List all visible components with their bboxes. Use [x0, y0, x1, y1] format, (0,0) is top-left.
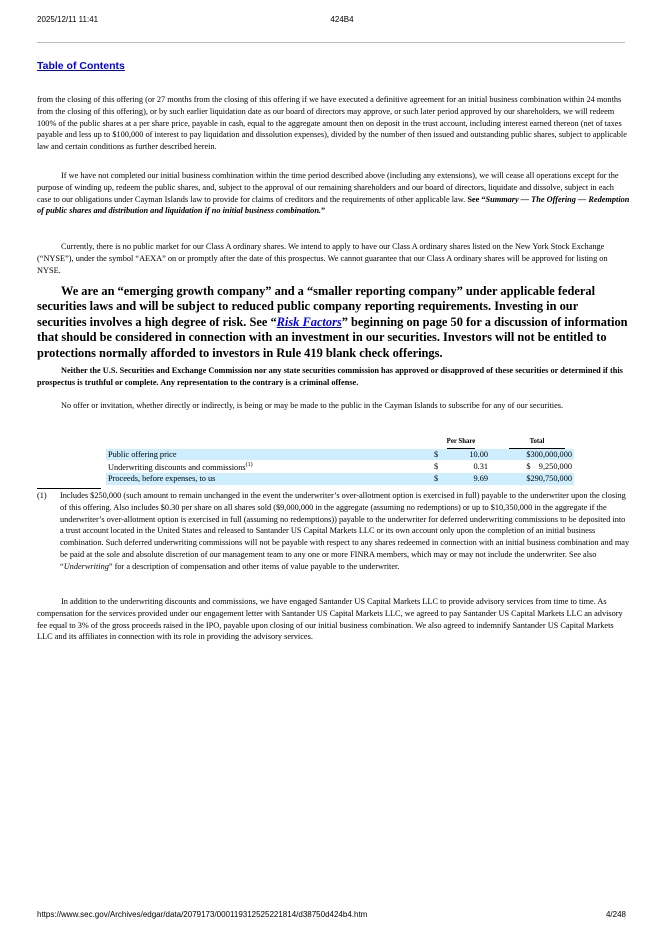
per-share-value: 10.00	[447, 449, 490, 461]
summary-reference: Summary — The Offering — Redemption of public shares and distribution and liquidation if no initial business combination.	[37, 194, 630, 216]
paragraph-redemption	[37, 94, 630, 153]
row-label: Proceeds, before expenses, to us	[108, 474, 216, 484]
offering-price-table	[106, 436, 574, 485]
paragraph-cayman	[37, 400, 630, 412]
page-number: 4/248	[605, 910, 626, 919]
paragraph-text: In addition to the underwriting discounts and commissions, we have engaged Santander US Capital Markets LLC to provide advisory services from time to time. As compensation for the services provided under our engagement letter with Santander US Capital Markets LLC, we agreed to pay Santander US Capital Markets LLC an advisory fee equal to 3% of the gross proceeds raised in the IPO, payable upon closing of our initial business combination. We also agreed to indemnify Santander US Capital Markets LLC and its affiliates in connection with its role in providing the advisory services.	[37, 597, 623, 642]
column-header-per-share: Per Share	[447, 436, 476, 449]
footnote-marker: (1)	[37, 491, 47, 500]
table-row	[106, 449, 574, 461]
currency: $	[434, 461, 439, 471]
footnote-ref: (1)	[245, 462, 253, 468]
quote-close: ”	[321, 206, 326, 216]
per-share-value: 0.31	[473, 461, 488, 471]
see-text: See “	[467, 194, 486, 204]
footnote-text: Includes $250,000 (such amount to remain unchanged in the event the underwriter’s over-allotment option is exercised in full) payable to the underwriter upon the closing of this offering. Also includes $0.30 per share on all shares sold ($9,000,000 in the aggregate (assuming no redemptions) or up to $10,350,000 in the aggregate if the underwriter’s over-allotment option is exercised in full (assuming no redemptions)) payable to the underwriter for deferred underwriting commissions to be deposited into a trust account located in the United States and released to Santander US Capital Markets LLC or its own account only upon the completion of an initial business combination. Such deferred underwriting commissions will not be payable with respect to any shares redeemed in connection with an initial business combination and may be paid at the sole and absolute discretion of our management team to any one or more FINRA members, which may or may not include the underwriter. See also “	[60, 491, 630, 571]
total-value: $ 9,250,000	[526, 461, 572, 471]
header-divider	[37, 42, 625, 43]
total-value: $290,750,000	[490, 473, 574, 485]
column-header-total: Total	[509, 436, 565, 449]
page-url: https://www.sec.gov/Archives/edgar/data/2079173/000119312525221814/d38750d424b4.htm	[37, 910, 368, 919]
footnote	[37, 490, 630, 573]
table-row	[106, 473, 574, 485]
currency: $	[432, 473, 447, 485]
paragraph-liquidation	[37, 170, 630, 217]
table-of-contents-link[interactable]: Table of Contents	[37, 60, 125, 72]
document-title: 424B4	[330, 15, 354, 24]
paragraph-listing	[37, 241, 630, 276]
paragraph-text: We are an “emerging growth company” and a “smaller reporting company” under applicable federal securities laws and will be subject to reduced public company reporting requirements. Investing in our securities involves a high degree of risk. See “	[37, 284, 596, 329]
paragraph-text: from the closing of this offering (or 27 months from the closing of this offering if we have executed a definitive agreement for an initial business combination within 24 months from the closing of this offering), or by such earlier liquidation date as our board of directors may approve, or such later period approved by our shareholders, we will redeem 100% of the public shares at a per share price, payable in cash, equal to the aggregate amount then on deposit in the trust account, including interest earned thereon (net of taxes payable and less up to $100,000 of interest to pay liquidation and dissolution expenses), divided by the number of then issued and outstanding public shares, subject to applicable law and certain conditions as further described herein.	[37, 95, 627, 152]
paragraph-text: No offer or invitation, whether directly or indirectly, is being or may be made to the public in the Cayman Islands to subscribe for any of our securities.	[61, 401, 564, 410]
print-datetime: 2025/12/11 11:41	[37, 15, 99, 24]
paragraph-advisory	[37, 596, 630, 643]
currency: $	[432, 449, 447, 461]
per-share-value: 9.69	[447, 473, 490, 485]
paragraph-text: ” beginning on page 50 for a discussion of information that should be considered in connection with an investment in our securities. Investors will not be entitled to protections normally afforded to investors in Rule 419 blank check offerings.	[37, 314, 628, 360]
paragraph-text: Currently, there is no public market for our Class A ordinary shares. We intend to apply to have our Class A ordinary shares listed on the New York Stock Exchange (“NYSE”), under the symbol “AEXA” on or promptly after the date of this prospectus. We cannot guarantee that our Class A ordinary shares will be approved for listing on NYSE.	[37, 242, 608, 275]
underwriting-reference: Underwriting	[63, 561, 109, 571]
footnote-divider	[37, 488, 101, 489]
total-value: $300,000,000	[490, 449, 574, 461]
paragraph-text: If we have not completed our initial business combination within the time period described above (including any extensions), we will cease all operations except for the purpose of winding up, redeem the public shares, and, subject to the approval of our remaining shareholders and our board of directors, liquidate and dissolve, subject in each case to our obligations under Cayman Islands law to provide for claims of creditors and the requirements of other applicable law.	[37, 171, 619, 204]
table-row	[106, 460, 574, 473]
paragraph-sec-disclaimer	[37, 365, 630, 389]
row-label: Underwriting discounts and commissions	[108, 462, 246, 472]
footnote-text: ” for a description of compensation and other items of value payable to the underwriter.	[108, 561, 400, 571]
row-label: Public offering price	[108, 449, 177, 459]
risk-factors-link[interactable]: Risk Factors	[276, 314, 342, 329]
paragraph-text: Neither the U.S. Securities and Exchange Commission nor any state securities commission has approved or disapproved of these securities or determined if this prospectus is truthful or complete. Any representation to the contrary is a criminal offense.	[37, 366, 623, 387]
paragraph-risk-warning	[37, 284, 630, 361]
